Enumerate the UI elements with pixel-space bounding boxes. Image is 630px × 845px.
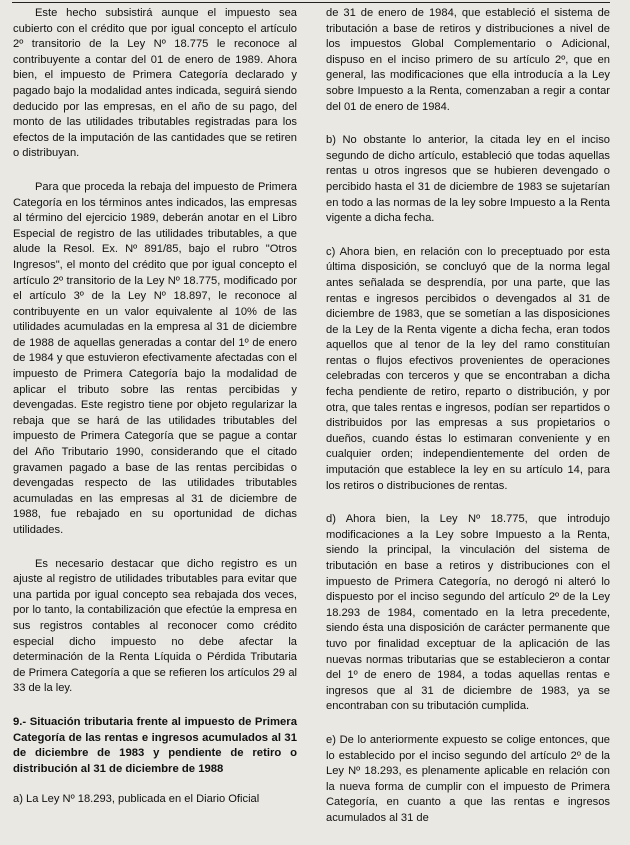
left-paragraph-2: Para que proceda la rebaja del impuesto de Primera Categoría en los términos antes indicados, las empresas al término del ejercicio 1989, deberán anotar en el Libro Especial de registro de las utilidades tributables, a que alude la Resol. Ex. Nº 891/85, bajo el rubro "Otros Ingresos", el monto del crédito que por igual concepto el artículo 2º transitorio de la Ley Nº 18.775, modificado por el artículo 3º de la Ley Nº 18.897, le reconoce al contribuyente en un valor equivalente al 10% de las utilidades acumuladas en la empresa al 31 de diciembre de 1988 de aquellas generadas a contar del 1º de enero de 1984 y que estuvieron efectivamente afectadas con el impuesto de Primera Categoría bajo la modalidad de aplicar el tributo sobre las rentas percibidas y devengadas. Este registro tiene por objeto regularizar la rebaja que se hará de las utilidades tributables del impuesto de Primera Categoría que se pague a contar del Año Tributario 1990, considerando que el citado gravamen pagado a base de las rentas percibidas o devengadas respecto de las utilidades tributables acumuladas en las empresas al 31 de diciembre de 1988, fue rebajado en su oportunidad de dichas utilidades.	[13, 180, 297, 536]
left-column	[13, 6, 297, 826]
right-paragraph-d: d) Ahora bien, la Ley Nº 18.775, que introdujo modificaciones a la Ley sobre Impuesto a la Renta, siendo la principal, la vinculación del sistema de tributación en base a retiros y distribuciones con el impuesto de Primera Categoría, no derogó ni alteró lo dispuesto por el inciso segundo del artículo 2º de la Ley 18.293 de 1984, comentado en la letra precedente, siendo ésta una disposición de carácter permanente que tuvo por finalidad exceptuar de la aplicación de las nuevas normas tributarias que se establecieron a contar del 1º de enero de 1984, a todas aquellas rentas e ingresos que al 31 de diciembre de 1983, ya se encontraban con su tributación cumplida.	[326, 513, 610, 713]
top-rule	[12, 2, 610, 3]
right-paragraph-c: c) Ahora bien, en relación con lo preceptuado por esta última disposición, se concluyó que de la norma legal antes señalada se desprendía, por una parte, que las rentas e ingresos percibidos o devengados al 31 de diciembre de 1983, que se sometían a las disposiciones de la Ley de la Renta vigente a dicha fecha, eran todos aquellos que al tenor de la ley del ramo constituían rentas o flujos efectivos provenientes de operaciones celebradas con terceros y que se encontraban a dicha fecha pendiente de retiro, reparto o distribución, y por otra, que tales rentas e ingresos, podían ser repartidos o distribuidos por las empresas a sus propietarios o dueños, cuando éstas lo estimaran conveniente y en cualquier orden; independientemente del orden de imputación que establece la ley en su artículo 14, para los retiros o distribuciones de rentas.	[326, 245, 610, 492]
right-paragraph-e: e) De lo anteriormente expuesto se colige entonces, que lo establecido por el inciso segundo del artículo 2º de la Ley Nº 18.293, es plenamente aplicable en relación con la nueva forma de cumplir con el impuesto de Primera Categoría, en cuanto a que las rentas e ingresos acumulados al 31 de	[326, 733, 610, 824]
section-9-heading: 9.- Situación tributaria frente al impuesto de Primera Categoría de las rentas e ingresos acumulados al 31 de diciembre de 1983 y pendiente de retiro o distribución al 31 de diciembre de 1988	[13, 715, 297, 775]
left-paragraph-1: Este hecho subsistirá aunque el impuesto sea cubierto con el crédito que por igual concepto el artículo 2º transitorio de la Ley Nº 18.775 le reconoce al contribuyente a contar del 01 de enero de 1989. Ahora bien, el impuesto de Primera Categoría declarado y pagado bajo la modalidad antes indicada, seguirá siendo deducido por las empresas, en el año de su pago, del monto de las utilidades tributables registradas para los efectos de la imputación de las cantidades que se retiren o distribuyan.	[13, 7, 297, 160]
right-column	[326, 6, 610, 845]
right-paragraph-b: b) No obstante lo anterior, la citada ley en el inciso segundo de dicho artículo, estableció que todas aquellas rentas u otros ingresos que se hubieren devengado o percibido hasta el 31 de diciembre de 1983 se sujetarían en todo a las normas de la ley sobre Impuesto a la Renta vigente a dicha fecha.	[326, 134, 610, 225]
left-paragraph-4: a) La Ley Nº 18.293, publicada en el Diario Oficial	[13, 793, 260, 806]
right-paragraph-1: de 31 de enero de 1984, que estableció el sistema de tributación a base de retiros y distribuciones a nivel de los impuestos Global Complementario o Adicional, dispuso en el inciso primero de su artículo 2º, que en general, las modificaciones que ella introducía a la Ley sobre Impuesto a la Renta, comenzaban a regir a contar del 01 de enero de 1984.	[326, 7, 610, 113]
left-paragraph-3: Es necesario destacar que dicho registro es un ajuste al registro de utilidades tributables para evitar que una partida por igual concepto sea rebajada dos veces, por lo tanto, la contabilización que efectúe la empresa en sus registros contables al reconocer como crédito especial dicho impuesto no debe afectar la determinación de la Renta Líquida o Pérdida Tributaria de Primera Categoría a que se refieren los artículos 29 al 33 de la ley.	[13, 557, 297, 695]
